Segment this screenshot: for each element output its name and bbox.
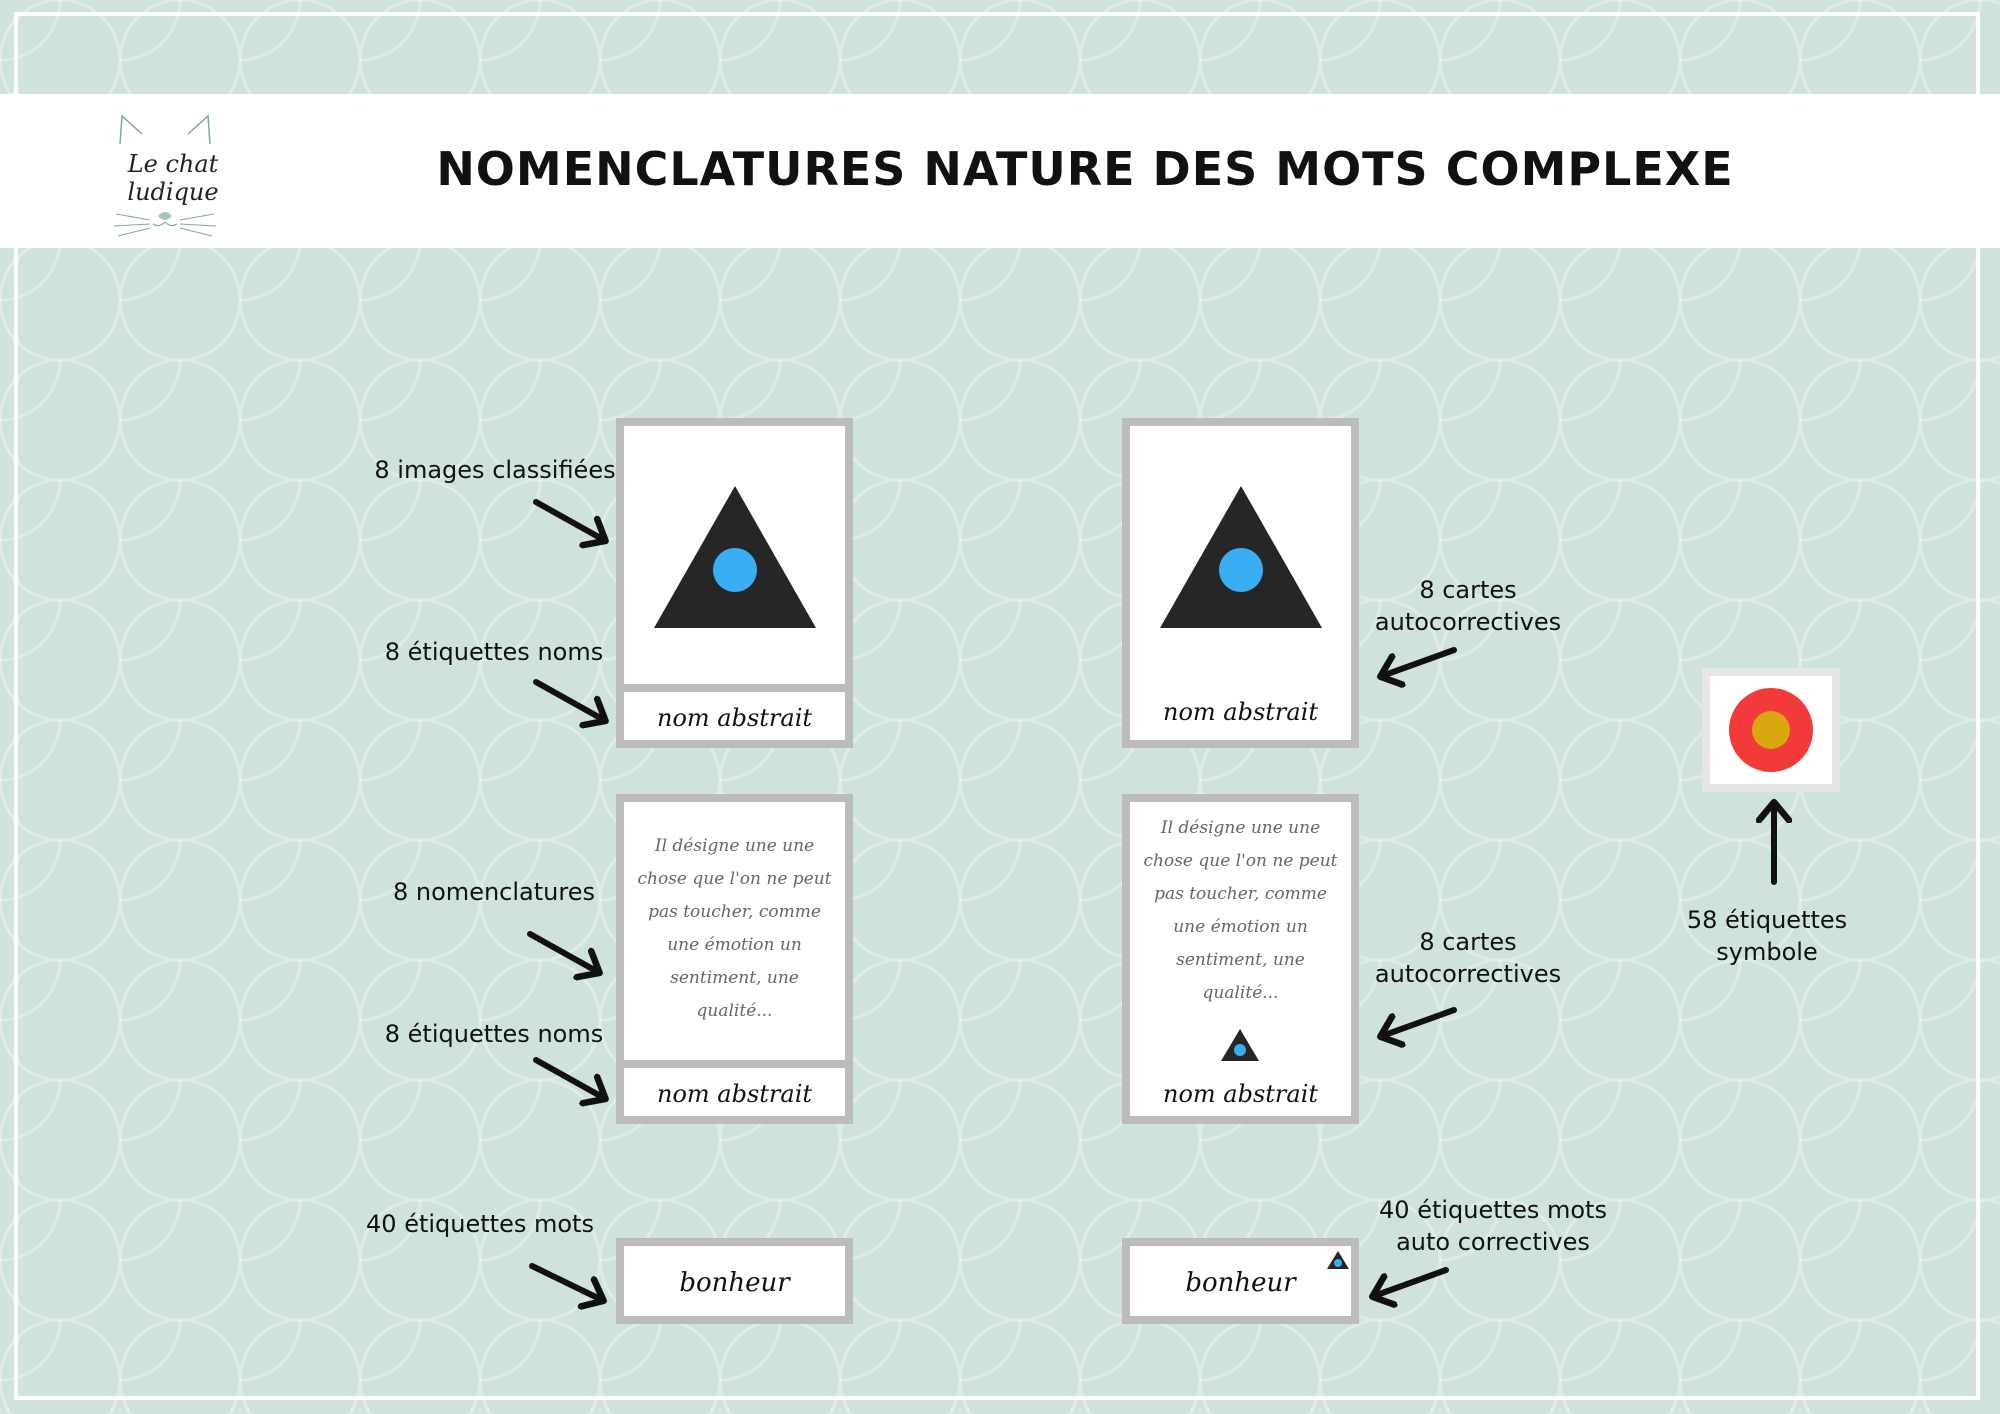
label-etiquettes-noms: 8 étiquettes noms [384,1020,604,1048]
control-nomenclature-card [1122,794,1359,1124]
label-etiquettes-noms: 8 étiquettes noms [384,638,604,666]
header-bar [0,94,2000,248]
label-line: symbole [1716,938,1818,966]
word-card [616,1238,853,1324]
card-divider [624,1060,845,1068]
triangle-icon [1156,482,1326,632]
label-images-classifiees: 8 images classifiées [374,456,616,484]
label-mots-auto [1362,1194,1624,1258]
label-cartes-auto [1340,574,1596,638]
control-card [1122,418,1359,748]
triangle-icon [1326,1250,1350,1270]
label-etiquettes-mots: 40 étiquettes mots [366,1210,594,1238]
card-divider [624,684,845,692]
logo [80,104,250,240]
label-symbole [1660,904,1874,968]
name-label: nom abstrait [1162,698,1319,726]
page-title: NOMENCLATURES NATURE DES MOTS COMPLEXE [436,142,1734,196]
description-text: Il désigne une une chose que l'on ne peut pas toucher, comme une émotion un sentiment, une qualité... [637,836,832,1021]
label-line: 40 étiquettes mots [1379,1196,1607,1224]
label-nomenclatures: 8 nomenclatures [393,878,595,906]
name-label: nom abstrait [1162,1080,1319,1108]
label-line: auto correctives [1396,1228,1590,1256]
image-card [616,418,853,748]
label-line: 8 cartes [1419,928,1517,956]
target-icon [1726,685,1816,775]
description-text: Il désigne une une chose que l'on ne peut pas toucher, comme une émotion un sentiment, une qualité... [1143,818,1338,1003]
label-line: autocorrectives [1374,608,1562,636]
label-line: autocorrectives [1374,960,1562,988]
triangle-icon [650,482,820,632]
control-word-card [1122,1238,1359,1324]
label-cartes-auto [1340,926,1596,990]
name-label: nom abstrait [656,704,813,732]
logo-text: Le chat ludique [127,150,219,206]
nomenclature-card [616,794,853,1124]
label-line: 58 étiquettes [1686,906,1848,934]
symbol-card [1702,668,1840,792]
name-label: nom abstrait [656,1080,813,1108]
word-label: bonheur [679,1268,790,1298]
label-line: 8 cartes [1419,576,1517,604]
triangle-icon [1220,1028,1260,1062]
word-label: bonheur [1185,1268,1296,1298]
